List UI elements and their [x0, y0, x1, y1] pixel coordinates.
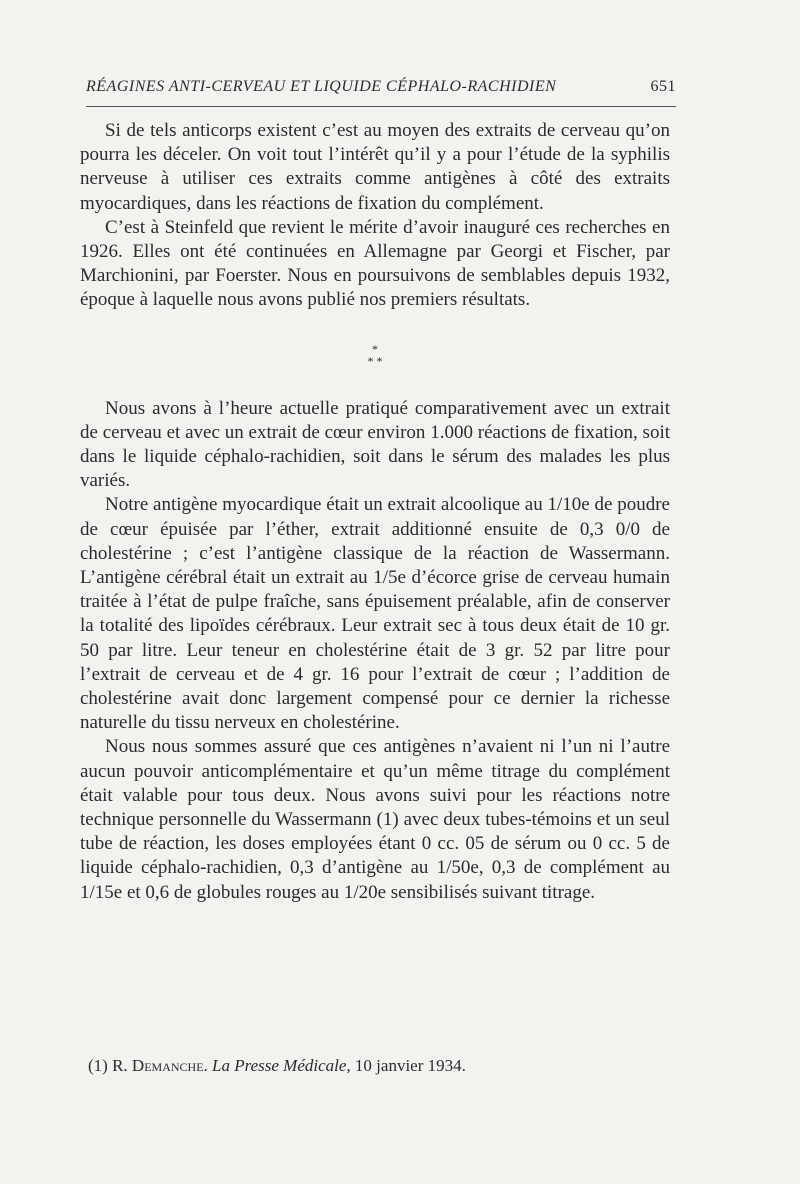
paragraph: Nous avons à l’heure actuelle pratiqué comparativement avec un extrait de cerveau et avec un extrait de cœur environ 1.000 réactions de fixation, soit dans le liquide céphalo-rachidien, soit dans le sérum des malades les plus variés. [80, 397, 670, 492]
footnote-date: 10 janvier 1934. [354, 1056, 466, 1075]
footnote-marker: (1) [88, 1056, 108, 1075]
footnote-journal: La Presse Médicale, [212, 1056, 351, 1075]
footnote-author: R. Demanche. [112, 1056, 208, 1075]
asterism-separator [80, 343, 670, 367]
footnote [88, 1055, 678, 1077]
asterism-bottom: * * [367, 353, 383, 368]
paragraph: Notre antigène myocardique était un extrait alcoolique au 1/10e de poudre de cœur épuisée par l’éther, extrait additionné ensuite de 0,3 0/0 de cholestérine ; c’est l’antigène classique de la réaction de Wassermann. L’antigène cérébral était un extrait au 1/5e d’écorce grise de cerveau humain traitée à l’état de pulpe fraîche, sans épuisement préalable, afin de conserver la totalité des lipoïdes cérébraux. Leur extrait sec à tous deux était de 10 gr. 50 par litre. Leur teneur en cholestérine était de 3 gr. 52 par litre pour l’extrait de cerveau et de 4 gr. 16 pour l’extrait de cœur ; l’addition de cholestérine avait donc largement compensé pour ce dernier la richesse naturelle du tissu nerveux en cholestérine. [80, 494, 670, 734]
running-head-title: RÉAGINES ANTI-CERVEAU ET LIQUIDE CÉPHALO-RACHIDIEN [86, 78, 557, 95]
page-number: 651 [650, 78, 676, 95]
asterism-top: * [372, 341, 378, 356]
running-head [86, 78, 676, 96]
book-page [80, 0, 680, 1184]
main-text [80, 119, 670, 905]
header-rule [86, 106, 676, 107]
paragraph: Nous nous sommes assuré que ces antigènes n’avaient ni l’un ni l’autre aucun pouvoir anticomplémentaire et qu’un même titrage du complément était valable pour tous deux. Nous avons suivi pour les réactions notre technique personnelle du Wassermann (1) avec deux tubes-témoins et un seul tube de réaction, les doses employées étant 0 cc. 05 de sérum ou 0 cc. 5 de liquide céphalo-rachidien, 0,3 d’antigène au 1/50e, 0,3 de complément au 1/15e et 0,6 de globules rouges au 1/20e sensibilisés suivant titrage. [80, 736, 670, 903]
paragraph: Si de tels anticorps existent c’est au moyen des extraits de cerveau qu’on pourra les déceler. On voit tout l’intérêt qu’il y a pour l’étude de la syphilis nerveuse à utiliser ces extraits comme antigènes à côté des extraits myocardiques, dans les réactions de fixation du complément. [80, 120, 670, 214]
paragraph: C’est à Steinfeld que revient le mérite d’avoir inauguré ces recherches en 1926. Elles ont été continuées en Allemagne par Georgi et Fischer, par Marchionini, par Foerster. Nous en poursuivons de semblables depuis 1932, époque à laquelle nous avons publié nos premiers résultats. [80, 216, 670, 311]
